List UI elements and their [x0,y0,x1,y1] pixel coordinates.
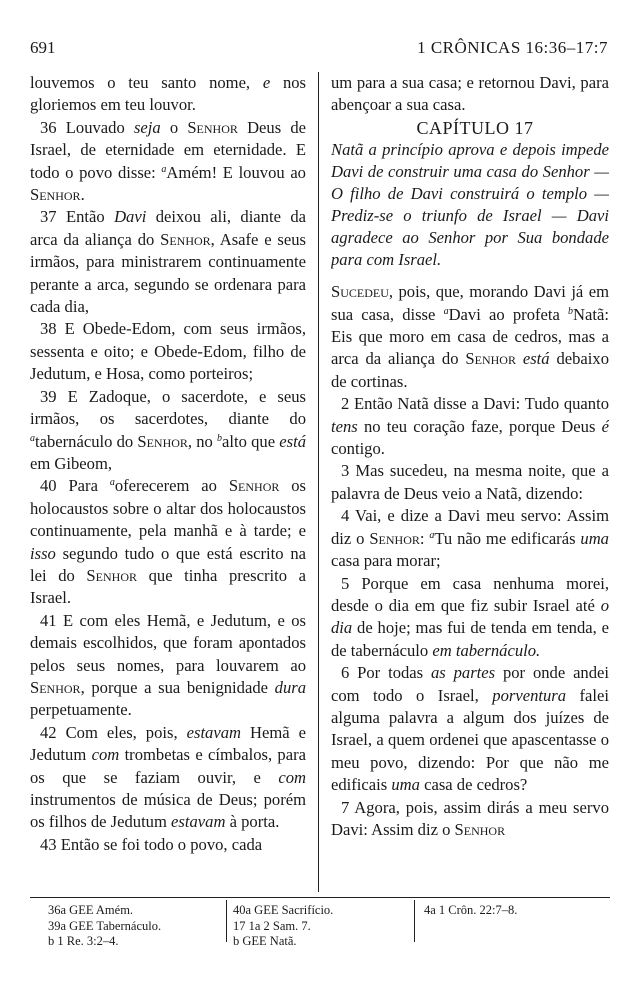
footnote-entry: 39a GEE Tabernáculo. [48,918,162,933]
footnote-entry: b 1 Re. 3:2–4. [48,934,119,948]
verse-paragraph: 2 Então Natã disse a Davi: Tudo quanto tens no teu coração faze, porque Deus é contigo. [331,394,609,459]
footnote-entry: 4a 1 Crôn. 22:7–8. [424,903,518,917]
verse-paragraph: 42 Com eles, pois, estavam Hemã e Jedutum com trombetas e címbalos, para os que se faziam ouvir, e com instrumentos de música de Deus; porém os filhos de Jedutum estavam à porta. [30,722,306,832]
footnote-entry: b GEE Natã. [233,934,297,948]
verse-paragraph: um para a sua casa; e retornou Davi, para abençoar a sua casa. [331,73,609,115]
footnotes-column-1 [48,903,161,950]
footnote-entry: 40a GEE Sacrifício. [233,903,334,917]
footnote-rule [30,897,610,898]
footnotes-column-2 [233,903,333,950]
verse-paragraph: 40 Para $^a$oferecerem ao Senhor os holocaustos sobre o altar dos holocaustos continuamente, pela manhã e à tarde; e isso segundo tudo o que está escrito na lei do Senhor que tinha prescrito a Israel. [30,476,306,608]
page-number: 691 [30,38,56,57]
left-text-column [30,72,306,894]
verse-paragraph: 4 Vai, e dize a Davi meu servo: Assim diz o Senhor: $^a$Tu não me edificarás uma casa para morar; [331,506,609,571]
verse-paragraph: 41 E com eles Hemã, e Jedutum, e os demais escolhidos, que foram apontados pelos seus nomes, para louvarem ao Senhor, porque a sua benignidade dura perpetuamente. [30,610,306,720]
chapter-title: CAPÍTULO 17 [416,117,534,138]
column-divider [318,72,319,892]
verse-paragraph: 7 Agora, pois, assim dirás a meu servo Davi: Assim diz o Senhor [331,797,609,839]
footnote-separator [414,900,415,942]
verse-paragraph: 37 Então Davi deixou ali, diante da arca da aliança do Senhor, Asafe e seus irmãos, para ministrarem continuamente perante a arca, segundo se ordenara para cada dia, [30,207,306,317]
verse-paragraph: 3 Mas sucedeu, na mesma noite, que a palavra de Deus veio a Natã, dizendo: [331,461,609,503]
footnote-entry: 17 1a 2 Sam. 7. [233,918,311,933]
right-text-column [331,72,609,894]
verse-paragraph: 39 E Zadoque, o sacerdote, e seus irmãos, os sacerdotes, diante do $^a$tabernáculo do Senhor, no $^b$alto que está em Gibeom, [30,386,306,473]
verse-paragraph: 36 Louvado seja o Senhor Deus de Israel, de eternidade em eternidade. E todo o povo disse: $^a$Amém! E louvou ao Senhor. [30,117,306,205]
footnotes-column-3 [424,903,517,919]
verse-paragraph: 6 Por todas as partes por onde andei com todo o Israel, porventura falei alguma palavra a algum dos juízes de Israel, a quem ordenei que apascentasse o meu povo, dizendo: Por que não me edificais uma casa de cedros? [331,663,609,795]
verse-paragraph: 38 E Obede-Edom, com seus irmãos, sessenta e oito; e Obede-Edom, filho de Jedutum, e Hosa, como porteiros; [30,319,306,384]
footnote-entry: 36a GEE Amém. [48,903,134,917]
verse-paragraph: Sucedeu, pois, que, morando Davi já em sua casa, disse $^a$Davi ao profeta $^b$Natã: Eis que moro em casa de cedros, mas a arca da aliança do Senhor está debaixo de cortinas. [331,282,609,391]
verse-paragraph: 43 Então se foi todo o povo, cada [40,834,263,854]
verse-paragraph: 5 Porque em casa nenhuma morei, desde o dia em que fiz subir Israel até o dia de hoje; mas fui de tenda em tenda, e de tabernáculo em tabernáculo. [331,573,609,660]
footnote-separator [226,900,227,942]
chapter-summary: Natã a princípio aprova e depois impede Davi de construir uma casa do Senhor — O filho de Davi construirá o templo — Prediz-se o triunfo de Israel — Davi agradece ao Senhor por Sua bondade para com Israel. [331,140,609,270]
verse-paragraph: louvemos o teu santo nome, e nos gloriemos em teu louvor. [30,73,306,115]
running-head: 1 CRÔNICAS 16:36–17:7 [417,38,608,57]
